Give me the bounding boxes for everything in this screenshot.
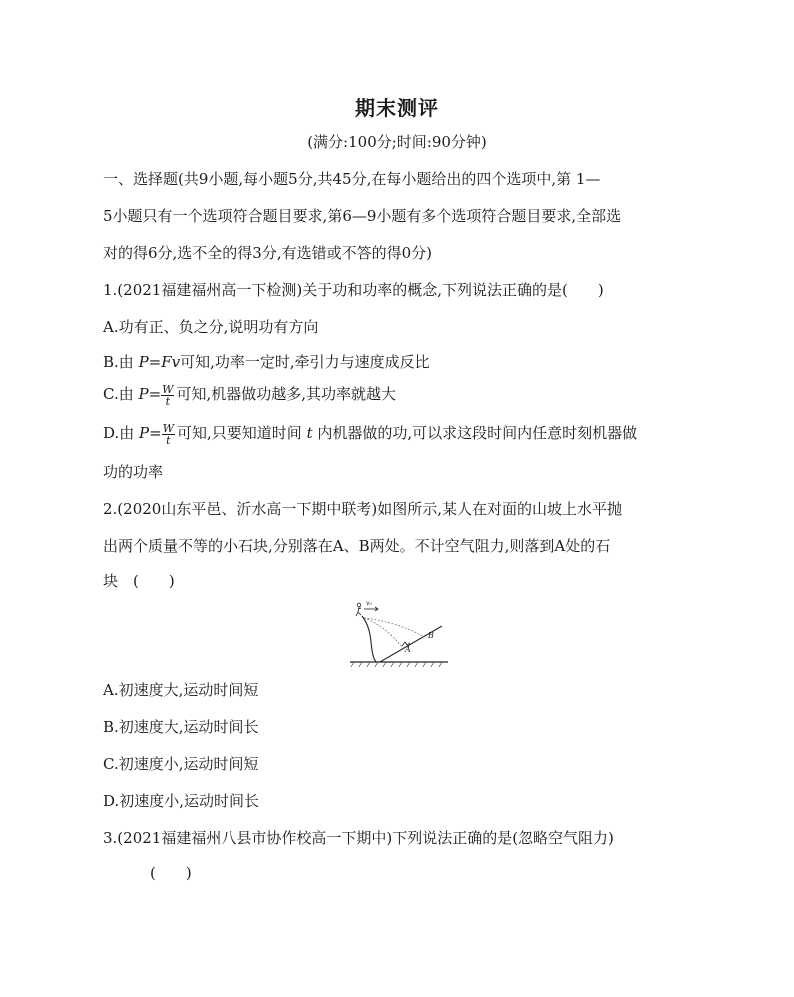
q2-option-d: D.初速度小,运动时间长: [103, 792, 260, 810]
ground-hatching: [351, 662, 442, 667]
q1-option-a: A.功有正、负之分,说明功有方向: [103, 318, 319, 336]
question-3-stem: 3.(2021福建福州八县市协作校高一下期中)下列说法正确的是(忽略空气阻力): [103, 829, 614, 847]
question-2-stem-cont: 出两个质量不等的小石块,分别落在A、B两处。不计空气阻力,则落到A处的石: [103, 537, 611, 555]
question-2-stem-cont: 块 ( ): [103, 572, 175, 590]
section-heading-cont: 对的得6分,选不全的得3分,有选错或不答的得0分): [103, 244, 433, 262]
projectile-figure: [346, 596, 452, 670]
option-text: 内机器做的功,可以求这段时间内任意时刻机器做: [312, 424, 638, 442]
q1-option-d-cont: 功的功率: [103, 463, 164, 481]
fraction-denominator: t: [165, 394, 171, 408]
q2-option-b: B.初速度大,运动时间长: [103, 718, 259, 736]
fraction: [161, 384, 174, 407]
cliff-slope: [362, 616, 376, 662]
fraction-numerator: W: [162, 382, 174, 396]
section-heading: 一、选择题(共9小题,每小题5分,共45分,在每小题给出的四个选项中,第 1—: [103, 170, 601, 188]
option-text: 可知,机器做功越多,其功率就越大: [176, 385, 397, 403]
question-2-stem: 2.(2020山东平邑、沂水高一下期中联考)如图所示,某人在对面的山坡上水平抛: [103, 500, 622, 518]
q1-option-c: [103, 383, 396, 407]
option-text: 可知,功率一定时,牵引力与速度成反比: [180, 353, 430, 371]
answer-bracket: ( ): [150, 864, 192, 882]
trajectory-b: [364, 618, 424, 637]
option-prefix: D.由: [103, 424, 140, 442]
section-heading-cont: 5小题只有一个选项符合题目要求,第6—9小题有多个选项符合题目要求,全部选: [103, 207, 622, 225]
label-b: B: [428, 631, 434, 640]
q2-option-c: C.初速度小,运动时间短: [103, 755, 259, 773]
formula-lhs: P=: [138, 385, 162, 403]
option-prefix: B.由: [103, 353, 139, 371]
q1-option-b: [103, 351, 430, 372]
question-1-stem: 1.(2021福建福州高一下检测)关于功和功率的概念,下列说法正确的是( ): [103, 281, 604, 299]
fraction-denominator: t: [166, 433, 171, 447]
option-prefix: C.由: [103, 385, 139, 403]
exam-info: (满分:100分;时间:90分钟): [307, 133, 487, 151]
page-title: 期末测评: [355, 96, 439, 120]
fraction: [162, 423, 175, 446]
label-a: A: [405, 645, 411, 654]
q2-option-a: A.初速度大,运动时间短: [103, 681, 259, 699]
label-v0: v₀: [366, 600, 372, 607]
formula-lhs: P=: [139, 424, 162, 442]
fraction-numerator: W: [162, 421, 175, 435]
formula: P=Fv: [138, 353, 181, 371]
option-text: 可知,只要知道时间: [177, 424, 307, 442]
q1-option-d: [103, 422, 637, 446]
variable-t: t: [306, 424, 313, 442]
person-icon: [356, 603, 361, 616]
